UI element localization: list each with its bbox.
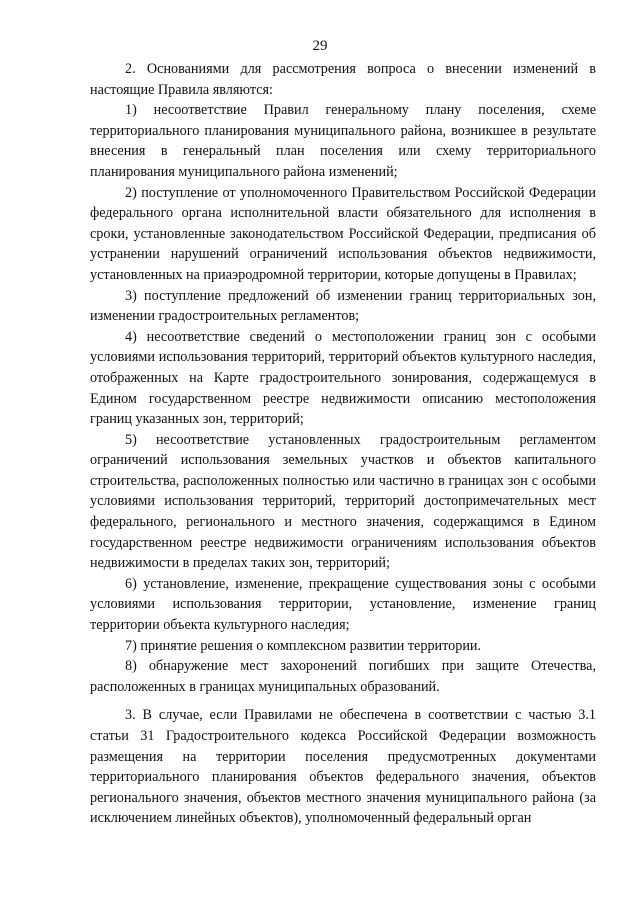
paragraph-item-1: 1) несоответствие Правил генеральному плану поселения, схеме территориального планирования муниципального района, возникшее в результате внесения в генеральный план поселения или схему территориального планирования муниципального района изменений; <box>90 102 596 180</box>
paragraph-clause-2: 2. Основаниями для рассмотрения вопроса о внесении изменений в настоящие Правила являются: <box>90 61 596 98</box>
paragraph-item-6: 6) установление, изменение, прекращение существования зоны с особыми условиями использования территории, установление, изменение границ территории объекта культурного наследия; <box>90 575 596 634</box>
paragraph-item-7: 7) принятие решения о комплексном развитии территории. <box>125 637 482 654</box>
paragraph-clause-3: 3. В случае, если Правилами не обеспечена в соответствии с частью 3.1 статьи 31 Градостроительного кодекса Российской Федерации возможность размещения на территории поселения предусмотренных документами территориального планирования объектов федерального значения, объектов регионального значения, объектов местного значения муниципального района (за исключением линейных объектов), уполномоченный федеральный орган <box>90 707 596 827</box>
document-body <box>90 59 596 829</box>
paragraph-item-2: 2) поступление от уполномоченного Правительством Российской Федерации федерального органа исполнительной власти обязательного для исполнения в сроки, установленные законодательством Российской Федерации, предписания об устранении нарушений ограничений использования объектов недвижимости, установленных на приаэродромной территории, которые допущены в Правилах; <box>90 184 596 283</box>
paragraph-item-5: 5) несоответствие установленных градостроительным регламентом ограничений использования земельных участков и объектов капитального строительства, расположенных полностью или частично в границах зон с особыми условиями использования территорий, территорий достопримечательных мест федерального, регионального и местного значения, содержащимся в Едином государственном реестре недвижимости ограничениям использования объектов недвижимости в пределах таких зон, территорий; <box>90 431 596 572</box>
paragraph-item-3: 3) поступление предложений об изменении границ территориальных зон, изменении градостроительных регламентов; <box>90 287 596 325</box>
page-number: 29 <box>312 38 328 54</box>
paragraph-item-4: 4) несоответствие сведений о местоположении границ зон с особыми условиями использования территорий, территорий объектов культурного наследия, отображенных на Карте градостроительного зонирования, содержащемуся в Едином государственном реестре недвижимости описанию местоположения границ указанных зон, территорий; <box>90 328 596 428</box>
paragraph-item-8: 8) обнаружение мест захоронений погибших при защите Отечества, расположенных в границах муниципальных образований. <box>90 658 596 695</box>
